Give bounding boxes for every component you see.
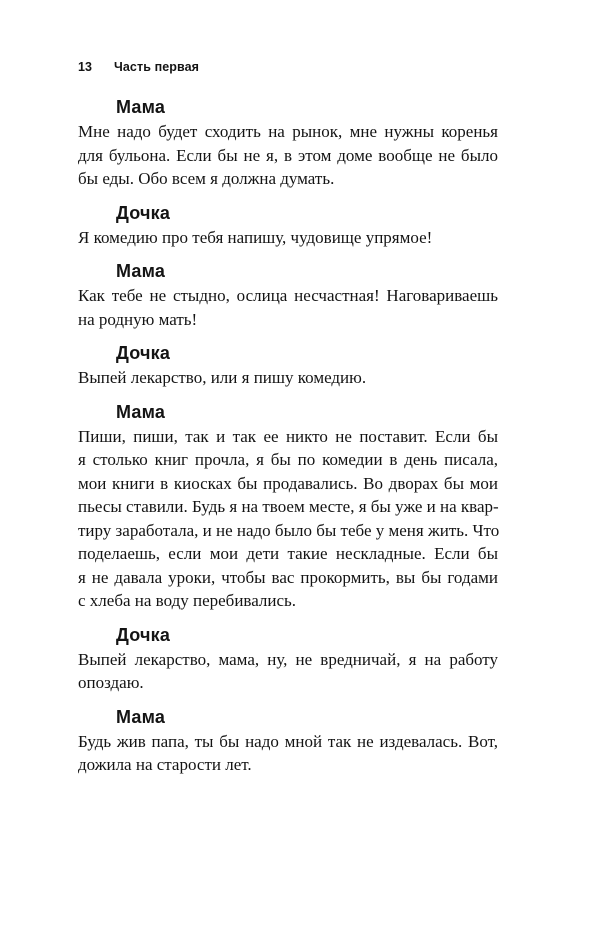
speech-text — [78, 120, 498, 191]
speech-line: для бульона. Если бы не я, в этом доме вообще не было — [78, 145, 498, 165]
speaker-name: Мама — [116, 401, 166, 422]
speaker-name: Мама — [116, 97, 166, 117]
speech-line: Пиши, пиши, так и так ее никто не поставит. Если бы — [78, 426, 498, 446]
running-head — [78, 59, 199, 75]
speech-line: на родную мать! — [78, 309, 198, 329]
speech-text — [78, 284, 498, 331]
speaker-name: Дочка — [116, 202, 171, 223]
page-number: 13 — [78, 60, 93, 74]
speech-text — [78, 366, 498, 390]
speech-line: Как тебе не стыдно, ослица несчастная! Наговариваешь — [78, 286, 498, 305]
speech-line: Мне надо будет сходить на рынок, мне нужны коренья — [78, 122, 498, 141]
speech-line: бы еды. Обо всем я должна думать. — [78, 169, 335, 188]
speech-line: тиру заработала, и не надо было бы тебе у меня жить. Что — [78, 520, 500, 540]
speech-line: опоздаю. — [78, 673, 144, 692]
speech-line: пьесы ставили. Будь я на твоем месте, я бы уже и на квар- — [78, 497, 499, 516]
section-title: Часть первая — [114, 60, 200, 74]
speech-line: Будь жив папа, ты бы надо мной так не издевалась. Вот, — [78, 731, 498, 751]
speech-text — [78, 425, 498, 613]
speech-text — [78, 648, 498, 695]
speech-line: с хлеба на воду перебивались. — [78, 591, 297, 610]
speaker-name: Дочка — [116, 624, 171, 645]
speaker-name: Дочка — [116, 343, 171, 363]
speaker-name: Мама — [116, 706, 166, 727]
speech-line: Выпей лекарство, мама, ну, не вредничай, я на работу — [78, 649, 498, 669]
speaker-name: Мама — [116, 261, 166, 281]
speech-text — [78, 226, 498, 250]
speech-line: я не давала уроки, чтобы вас прокормить, вы бы годами — [78, 567, 498, 587]
speech-line: я столько книг прочла, я бы по комедии в день писала, — [78, 450, 498, 469]
speech-line: поделаешь, если мои дети такие нескладные. Если бы — [78, 544, 498, 563]
speech-line: дожила на старости лет. — [78, 755, 252, 774]
speech-line: мои книги в киосках бы продавались. Во дворах бы мои — [78, 473, 498, 493]
speech-line: Я комедию про тебя напишу, чудовище упрямое! — [78, 227, 433, 247]
dialogue — [78, 95, 498, 787]
speech-line: Выпей лекарство, или я пишу комедию. — [78, 368, 367, 387]
speech-text — [78, 730, 498, 777]
